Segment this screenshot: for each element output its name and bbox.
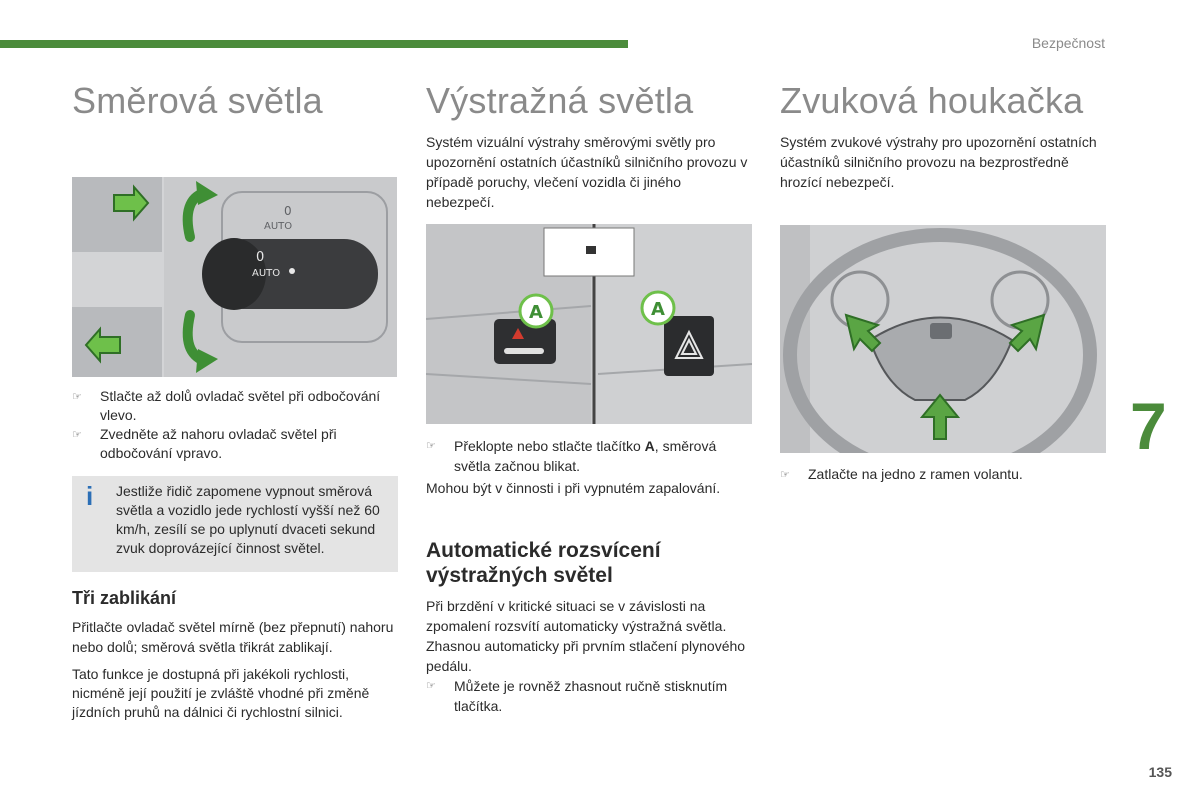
- badge-a-icon: [642, 292, 674, 324]
- bullet-right-text: Zvedněte až nahoru ovladač světel při odbočování vpravo.: [100, 426, 337, 461]
- steering-wheel-illustration: [780, 225, 1106, 453]
- hazard-bullet: [426, 436, 752, 476]
- hazard-lights-title: Výstražná světla: [426, 80, 694, 121]
- badge-a-icon: [520, 295, 552, 327]
- turn-signals-title: Směrová světla: [72, 80, 323, 121]
- column-turn-signals: [72, 80, 398, 722]
- page-number: 135: [1148, 764, 1172, 780]
- pointing-hand-icon: ☞: [426, 680, 436, 692]
- bullet-left-text: Stlačte až dolů ovladač světel při odbočování vlevo.: [100, 388, 381, 423]
- info-icon: i: [86, 481, 94, 511]
- bullet-left: [72, 387, 398, 425]
- horn-intro: Systém zvukové výstrahy pro upozornění ostatních účastníků silničního provozu na bezprostředně hrozící nebezpečí.: [780, 134, 1097, 190]
- svg-text:0: 0: [284, 204, 292, 218]
- pointing-hand-icon: ☞: [780, 469, 790, 481]
- horn-title: Zvuková houkačka: [780, 80, 1084, 121]
- auto-hazard-bullet-text: Můžete je rovněž zhasnout ručně stisknutím tlačítka.: [454, 678, 728, 714]
- hazard-bullet-text: Překlopte nebo stlačte tlačítko A, směrová světla začnou blikat.: [454, 438, 717, 474]
- three-blinks-para1: Přitlačte ovladač světel mírně (bez přepnutí) nahoru nebo dolů; směrová světla třikrát zablikají.: [72, 619, 394, 655]
- svg-text:A: A: [651, 299, 665, 320]
- hazard-intro: Systém vizuální výstrahy směrovými světly pro upozornění ostatních účastníků silničního provozu v případě poruchy, vlečení vozidla či jiného nebezpečí.: [426, 134, 748, 210]
- pointing-hand-icon: ☞: [72, 429, 82, 441]
- hazard-note: Mohou být v činnosti i při vypnutém zapalování.: [426, 480, 721, 496]
- svg-text:AUTO: AUTO: [264, 221, 293, 232]
- svg-text:AUTO: AUTO: [252, 268, 281, 279]
- auto-hazard-para2: Zhasnou automaticky při prvním stlačení plynového pedálu.: [426, 638, 746, 674]
- auto-hazard-bullet: [426, 676, 752, 716]
- hazard-illustration: [426, 224, 752, 424]
- pointing-hand-icon: ☞: [426, 440, 436, 452]
- stalk-illustration: [72, 177, 397, 377]
- horn-bullet-text: Zatlačte na jedno z ramen volantu.: [808, 466, 1023, 482]
- svg-text:0: 0: [256, 250, 265, 265]
- hazard-figure: [426, 224, 752, 424]
- column-hazard-lights: [426, 80, 752, 716]
- horn-bullet: [780, 465, 1106, 485]
- auto-hazard-title: Automatické rozsvícení výstražných světel: [426, 539, 661, 587]
- info-text: Jestliže řidič zapomene vypnout směrová světla a vozidlo jede rychlostí vyšší než 60 km/h, zesílí se po uplynutí dvaceti sekund zvuk doprovázející činnost světel.: [116, 483, 380, 556]
- horn-figure: [780, 225, 1106, 453]
- top-green-bar: [0, 40, 628, 48]
- bullet-right: [72, 425, 398, 463]
- column-horn: [780, 80, 1106, 485]
- info-box: [72, 476, 398, 572]
- svg-text:A: A: [529, 302, 543, 323]
- section-label: Bezpečnost: [1031, 35, 1105, 51]
- auto-hazard-para1: Při brzdění v kritické situaci se v závislosti na zpomalení rozsvítí automaticky výstražná světla.: [426, 598, 727, 634]
- three-blinks-para2: Tato funkce je dostupná při jakékoli rychlosti, nicméně její použití je zvláště vhodné při změně jízdních pruhů na dálnici či rychlostní silnici.: [72, 666, 370, 720]
- chapter-number: 7: [1130, 389, 1167, 463]
- three-blinks-title: Tři zablikání: [72, 588, 177, 608]
- pointing-hand-icon: ☞: [72, 391, 82, 403]
- stalk-figure: [72, 177, 397, 377]
